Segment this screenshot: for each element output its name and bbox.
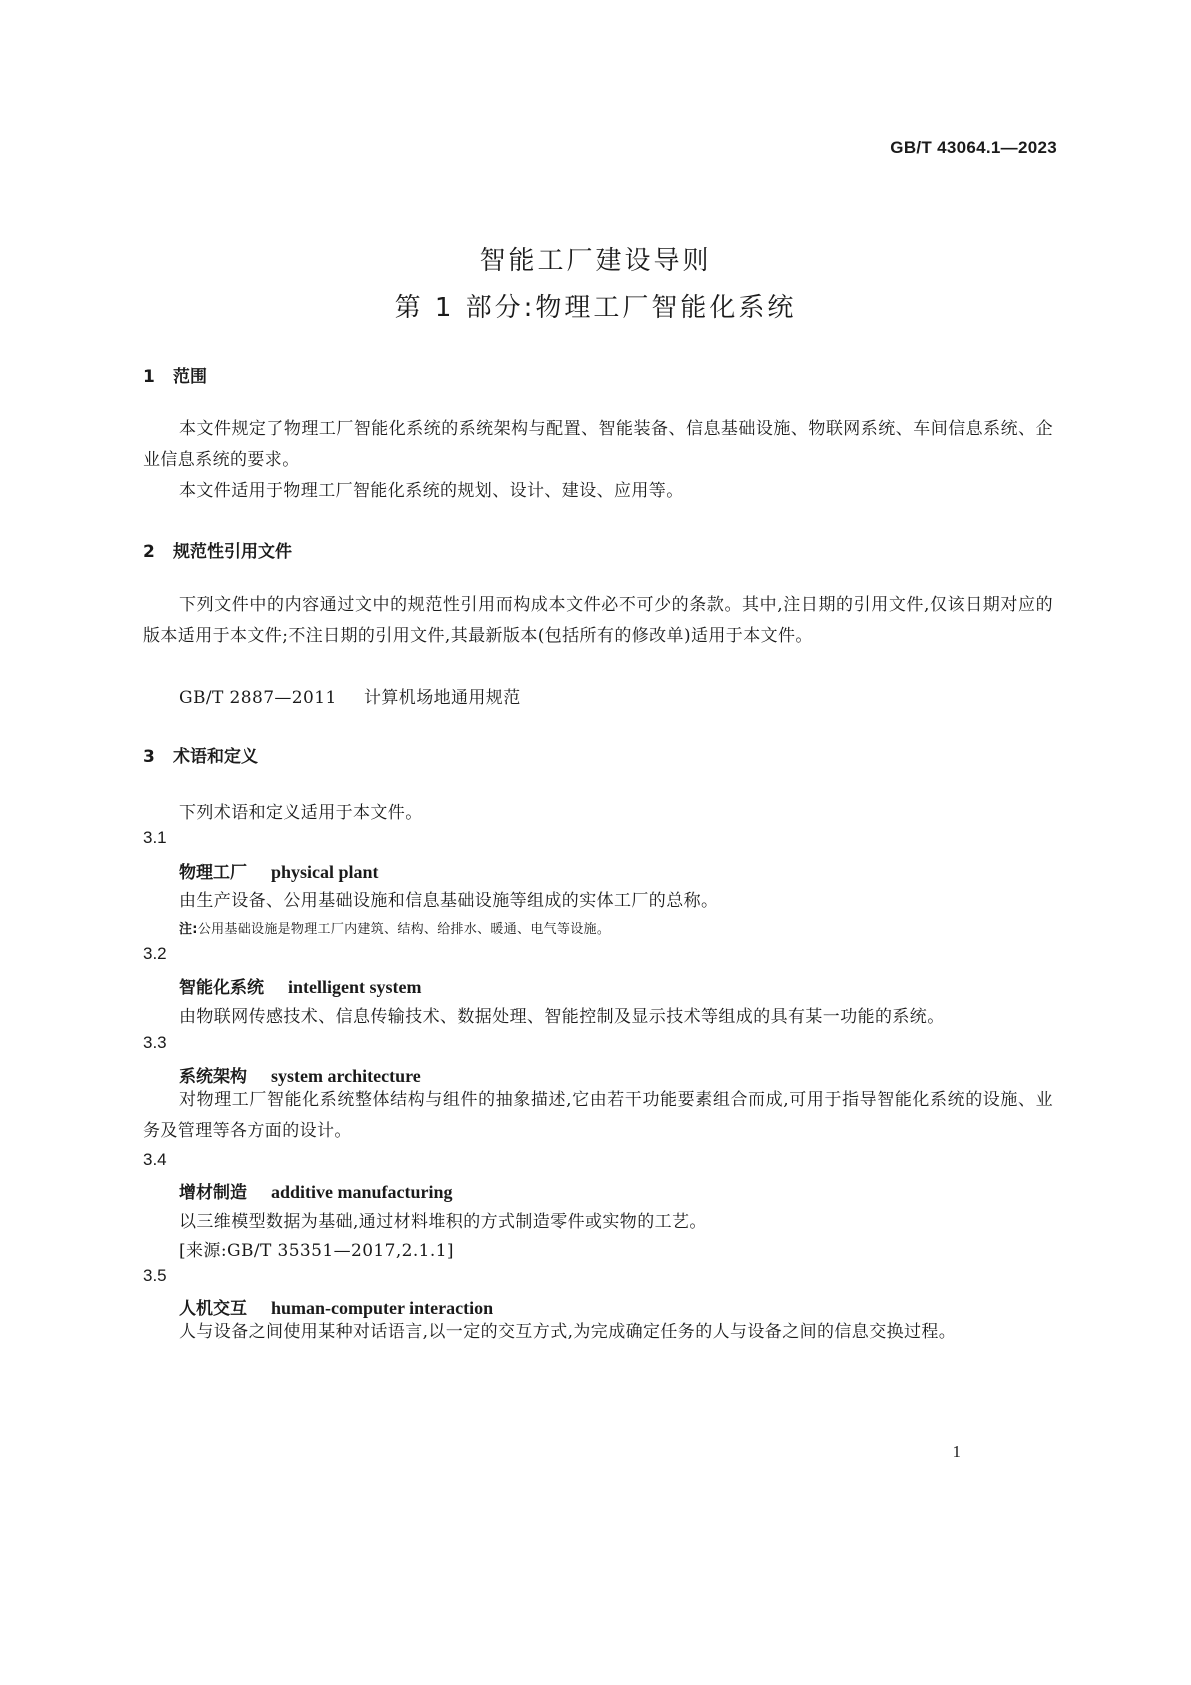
page-number: 1: [952, 1442, 961, 1461]
section-1-heading: [143, 362, 207, 387]
term-en: system architecture: [271, 1066, 421, 1086]
term-definition: 由物联网传感技术、信息传输技术、数据处理、智能控制及显示技术等组成的具有某一功能的系统。: [179, 1007, 945, 1027]
term-number: 3.3: [143, 1033, 167, 1052]
section-number: 3: [143, 747, 155, 767]
term-en: physical plant: [271, 862, 379, 882]
section-number: 1: [143, 367, 155, 387]
term-heading: [179, 973, 421, 998]
note-text: 公用基础设施是物理工厂内建筑、结构、给排水、暖通、电气等设施。: [197, 922, 611, 937]
term-heading: [179, 858, 379, 883]
standard-number: GB/T 43064.1—2023: [890, 138, 1057, 157]
document-title: 智能工厂建设导则: [479, 246, 712, 276]
section-number: 2: [143, 542, 155, 562]
term-heading: [179, 1178, 453, 1203]
section-2-heading: [143, 537, 292, 562]
term-heading: [179, 1294, 493, 1319]
note-label: 注:: [179, 922, 198, 937]
term-zh: 人机交互: [179, 1299, 247, 1319]
term-zh: 系统架构: [179, 1067, 247, 1087]
term-definition: 以三维模型数据为基础,通过材料堆积的方式制造零件或实物的工艺。: [179, 1212, 707, 1232]
section-title: 规范性引用文件: [173, 542, 292, 562]
term-number: 3.5: [143, 1266, 167, 1285]
reference-code: GB/T 2887—2011: [179, 688, 337, 708]
term-heading: [179, 1062, 421, 1087]
document-subtitle: 第 1 部分:物理工厂智能化系统: [394, 293, 797, 323]
reference-title: 计算机场地通用规范: [364, 688, 521, 708]
term-number: 3.1: [143, 828, 167, 847]
term-definition: 由生产设备、公用基础设施和信息基础设施等组成的实体工厂的总称。: [179, 891, 719, 911]
term-zh: 物理工厂: [179, 863, 247, 883]
scope-paragraph-2: 本文件适用于物理工厂智能化系统的规划、设计、建设、应用等。: [179, 481, 684, 501]
terms-intro: 下列术语和定义适用于本文件。: [179, 803, 423, 823]
term-source: [来源:GB/T 35351—2017,2.1.1]: [179, 1241, 454, 1261]
section-title: 范围: [173, 367, 207, 387]
term-zh: 增材制造: [179, 1183, 247, 1203]
scope-paragraph-1: 本文件规定了物理工厂智能化系统的系统架构与配置、智能装备、信息基础设施、物联网系统、车间信息系统、企业信息系统的要求。: [143, 419, 1053, 470]
term-en: human-computer interaction: [271, 1298, 494, 1318]
term-zh: 智能化系统: [179, 978, 264, 998]
term-definition: 人与设备之间使用某种对话语言,以一定的交互方式,为完成确定任务的人与设备之间的信息交换过程。: [179, 1322, 957, 1342]
term-note: [179, 918, 610, 937]
normative-references-paragraph: 下列文件中的内容通过文中的规范性引用而构成本文件必不可少的条款。其中,注日期的引用文件,仅该日期对应的版本适用于本文件;不注日期的引用文件,其最新版本(包括所有的修改单)适用于本文件。: [143, 595, 1053, 646]
reference-entry: [179, 683, 521, 708]
term-en: intelligent system: [288, 977, 422, 997]
term-number: 3.2: [143, 944, 167, 963]
term-number: 3.4: [143, 1150, 167, 1169]
term-definition: 对物理工厂智能化系统整体结构与组件的抽象描述,它由若干功能要素组合而成,可用于指导智能化系统的设施、业务及管理等各方面的设计。: [143, 1090, 1053, 1141]
term-en: additive manufacturing: [271, 1182, 453, 1202]
section-3-heading: [143, 742, 258, 767]
section-title: 术语和定义: [173, 747, 258, 767]
